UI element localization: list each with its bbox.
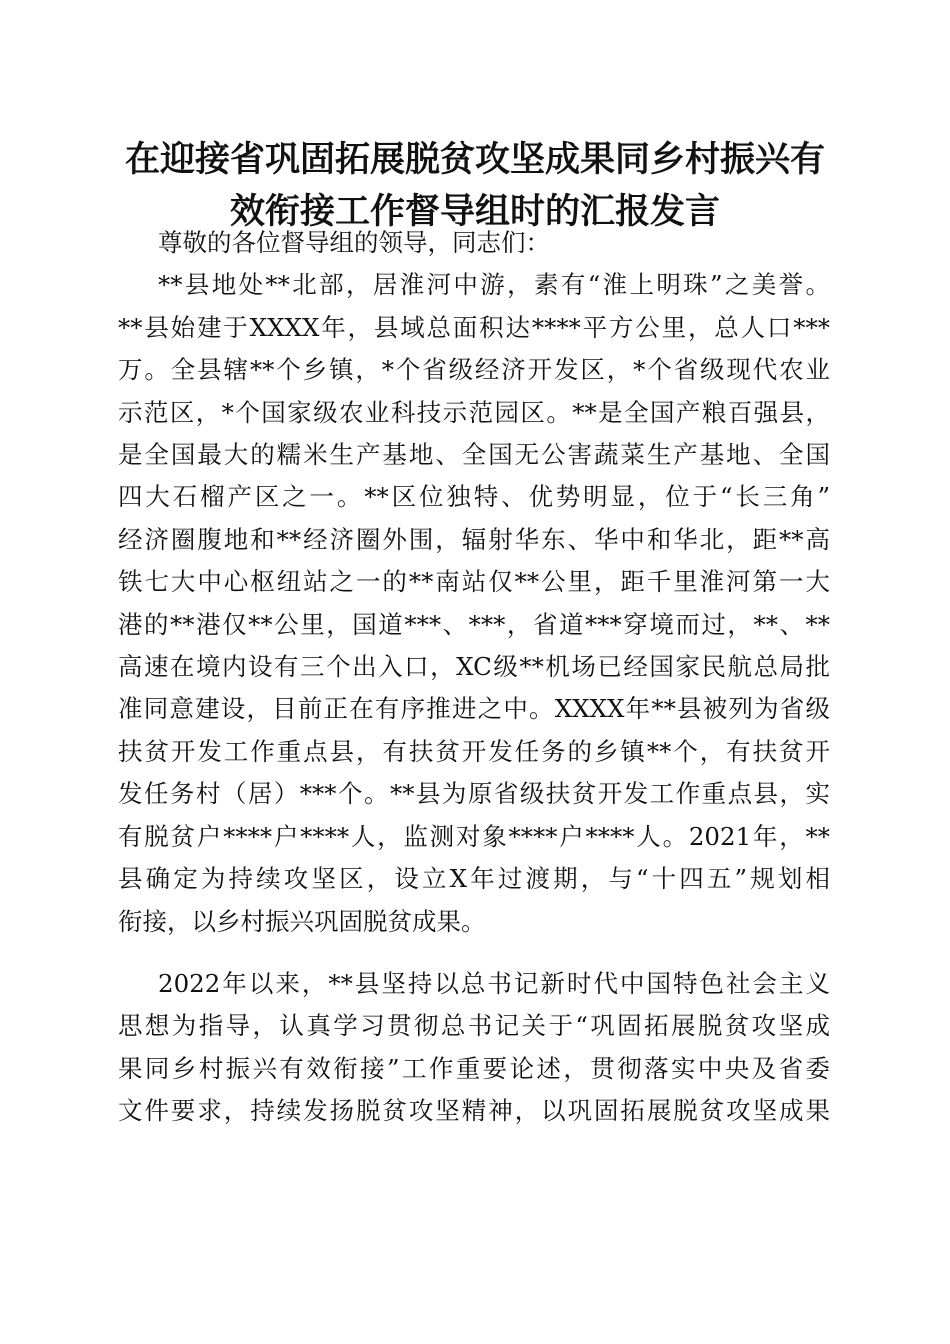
paragraph-line: 港的**港仅**公里，国道***、***，省道***穿境而过，**、** [118, 609, 830, 639]
paragraph-line: 经济圈腹地和**经济圈外围，辐射华东、华中和华北，距**高 [118, 524, 830, 554]
paragraph-line: 思想为指导，认真学习贯彻总书记关于“巩固拓展脱贫攻坚成 [118, 1011, 830, 1041]
paragraph-1 [118, 264, 830, 943]
paragraph-line: 果同乡村振兴有效衔接”工作重要论述，贯彻落实中央及省委 [118, 1053, 830, 1083]
paragraph-line: 2022年以来，**县坚持以总书记新时代中国特色社会主义 [158, 968, 830, 998]
paragraph-line: 准同意建设，目前正在有序推进之中。XXXX年**县被列为省级 [118, 694, 830, 724]
salutation: 尊敬的各位督导组的领导，同志们： [158, 228, 550, 257]
paragraph-line: 是全国最大的糯米生产基地、全国无公害蔬菜生产基地、全国 [118, 440, 830, 470]
paragraph-line: 衔接，以乡村振兴巩固脱贫成果。 [118, 906, 486, 936]
paragraph-spacer [118, 943, 830, 963]
paragraph-line: 县确定为持续攻坚区，设立X年过渡期，与“十四五”规划相 [118, 864, 830, 894]
paragraph-line: 文件要求，持续发扬脱贫攻坚精神，以巩固拓展脱贫攻坚成果 [118, 1096, 830, 1126]
paragraph-line: **县地处**北部，居淮河中游，素有“淮上明珠”之美誉。 [158, 270, 830, 300]
title-line-2: 效衔接工作督导组时的汇报发言 [229, 191, 720, 232]
document-body [118, 222, 830, 1133]
paragraph-2 [118, 963, 830, 1133]
title-line-1: 在迎接省巩固拓展脱贫攻坚成果同乡村振兴有 [124, 139, 825, 180]
paragraph-line: **县始建于XXXX年，县域总面积达****平方公里，总人口*** [118, 312, 830, 342]
paragraph-line: 四大石榴产区之一。**区位独特、优势明显，位于“长三角” [118, 482, 830, 512]
paragraph-line: 高速在境内设有三个出入口，XC级**机场已经国家民航总局批 [118, 652, 830, 682]
paragraph-line: 发任务村（居）***个。**县为原省级扶贫开发工作重点县，实 [118, 779, 830, 809]
paragraph-line: 示范区，*个国家级农业科技示范园区。**是全国产粮百强县， [118, 397, 830, 427]
paragraph-line: 扶贫开发工作重点县，有扶贫开发任务的乡镇**个，有扶贫开 [118, 736, 830, 766]
paragraph-line: 铁七大中心枢纽站之一的**南站仅**公里，距千里淮河第一大 [118, 567, 830, 597]
paragraph-line: 万。全县辖**个乡镇，*个省级经济开发区，*个省级现代农业 [118, 355, 830, 385]
paragraph-line: 有脱贫户****户****人，监测对象****户****人。2021年，** [118, 821, 830, 851]
